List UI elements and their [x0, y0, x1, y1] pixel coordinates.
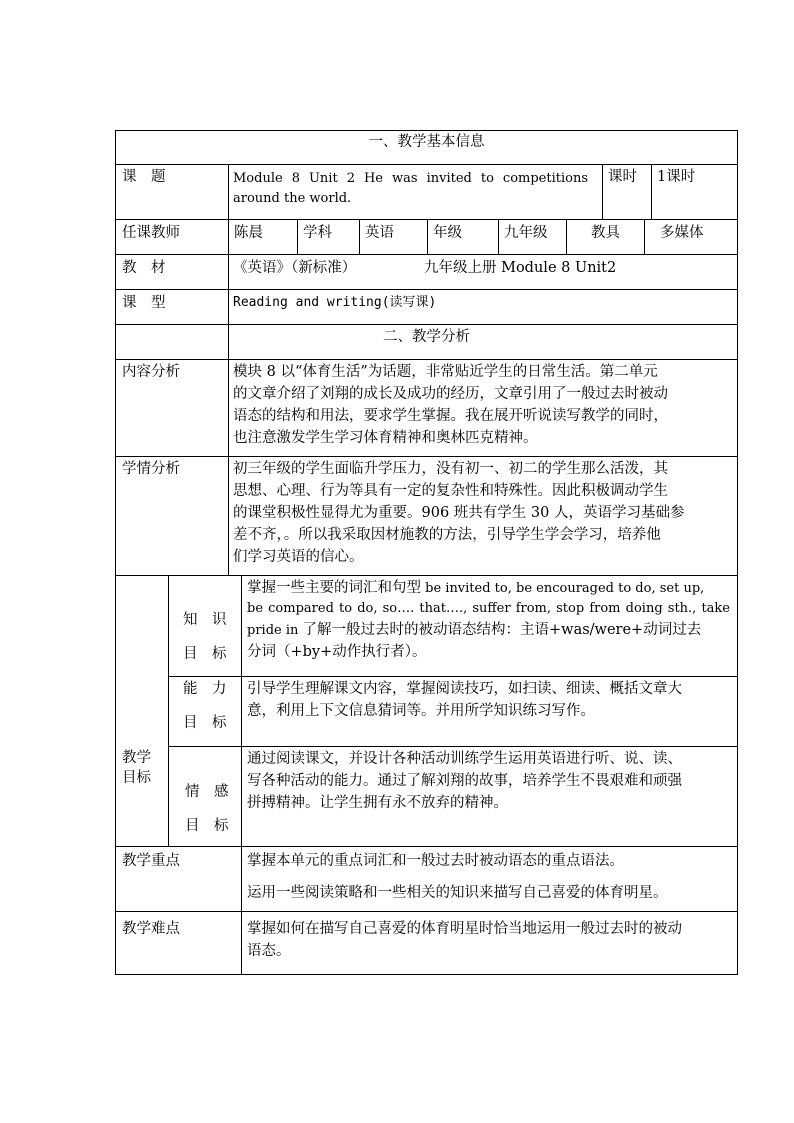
ability-objective-label: 能 力: [183, 681, 227, 697]
knowledge-objective-line: be compared to do, so…. that…., suffer from, stop from doing sth., take: [247, 601, 730, 616]
student-analysis-line: 初三年级的学生面临升学压力，没有初一、初二的学生那么活泼，其: [233, 461, 668, 477]
textbook-name: 《英语》（新标准）: [233, 260, 357, 276]
content-analysis-line: 语态的结构和用法，要求学生掌握。我在展开听说读写教学的同时，: [233, 408, 668, 424]
key-points-line: 运用一些阅读策略和一些相关的知识来描写自己喜爱的体育明星。: [247, 885, 668, 901]
col-divider: [427, 219, 428, 254]
lesson-type-value: Reading and writing(读写课): [233, 295, 437, 310]
content-analysis-label: 内容分析: [122, 364, 180, 380]
difficulties-line: 语态。: [247, 943, 291, 959]
subject-value: 英语: [365, 225, 394, 241]
textbook-volume: 九年级上册 Module 8 Unit2: [424, 260, 617, 276]
lesson-plan-table: [115, 130, 738, 975]
student-analysis-line: 差不齐，。所以我采取因材施教的方法，引导学生学会学习，培养他: [233, 527, 661, 543]
row-divider: [115, 254, 738, 255]
knowledge-objective-text: 了解一般过去时的被动语态结构：主语+was/were+动词过去: [302, 622, 702, 638]
emotion-objective-line: 写各种活动的能力。通过了解刘翔的故事，培养学生不畏艰难和顽强: [247, 773, 682, 789]
difficulties-label: 教学难点: [122, 921, 180, 937]
objectives-label: 目标: [122, 770, 151, 786]
emotion-objective-label: 目 标: [185, 818, 229, 834]
topic-line-2: around the world.: [233, 191, 352, 206]
content-analysis-line: 模块 8 以“体育生活”为话题，非常贴近学生的日常生活。第二单元: [233, 364, 658, 380]
student-analysis-label: 学情分析: [122, 461, 180, 477]
content-analysis-line: 的文章介绍了刘翔的成长及成功的经历，文章引用了一般过去时被动: [233, 386, 668, 402]
subject-label: 学科: [303, 225, 332, 241]
knowledge-objective-label: 目 标: [183, 646, 227, 662]
grade-label: 年级: [433, 225, 462, 241]
content-analysis-line: 也注意激发学生学习体育精神和奥林匹克精神。: [233, 430, 538, 446]
lesson-type-label: 课 型: [122, 295, 166, 311]
knowledge-objective-line: [247, 577, 704, 600]
row-divider: [115, 324, 738, 325]
aid-label: 教具: [591, 225, 620, 241]
key-points-label: 教学重点: [122, 853, 180, 869]
row-divider: [115, 911, 738, 912]
row-divider: [115, 846, 738, 847]
key-points-line: 掌握本单元的重点词汇和一般过去时被动语态的重点语法。: [247, 853, 624, 869]
ability-objective-line: 引导学生理解课文内容，掌握阅读技巧，如扫读、细读、概括文章大: [247, 681, 682, 697]
student-analysis-line: 们学习英语的信心。: [233, 549, 364, 565]
row-divider: [115, 289, 738, 290]
row-divider: [115, 575, 738, 576]
student-analysis-line: 的课堂积极性显得尤为重要。906 班共有学生 30 人，英语学习基础参: [233, 505, 685, 521]
col-divider: [602, 164, 603, 219]
col-divider: [297, 219, 298, 254]
ability-objective-label: 目 标: [183, 715, 227, 731]
row-divider: [115, 456, 738, 457]
knowledge-objective-text: be invited to, be encouraged to do, set up,: [421, 581, 705, 596]
emotion-objective-line: 通过阅读课文，并设计各种活动训练学生运用英语进行听、说、读、: [247, 751, 682, 767]
col-divider: [644, 219, 645, 254]
col-divider: [498, 219, 499, 254]
period-value: 1课时: [657, 169, 696, 185]
difficulties-line: 掌握如何在描写自己喜爱的体育明星时恰当地运用一般过去时的被动: [247, 921, 682, 937]
period-label: 课时: [608, 169, 637, 185]
row-divider: [168, 676, 738, 677]
topic-label: 课 题: [122, 169, 166, 185]
row-divider: [115, 359, 738, 360]
grade-value: 九年级: [504, 225, 548, 241]
knowledge-objective-line: [247, 619, 701, 642]
knowledge-objective-line: 分词（+by+动作执行者）。: [247, 644, 427, 660]
row-divider: [115, 164, 738, 165]
topic-line-1: Module 8 Unit 2 He was invited to competitions: [233, 171, 588, 186]
emotion-objective-label: 情 感: [185, 784, 229, 800]
knowledge-objective-text: pride in: [247, 623, 303, 638]
col-divider: [651, 164, 652, 219]
col-divider: [359, 219, 360, 254]
row-divider: [168, 746, 738, 747]
col-divider: [566, 219, 567, 254]
textbook-label: 教 材: [122, 260, 166, 276]
col-divider: [241, 575, 242, 975]
section-title-basic-info: 一、教学基本信息: [368, 134, 485, 150]
knowledge-objective-text: 掌握一些主要的词汇和句型: [247, 580, 421, 596]
teacher-name: 陈晨: [234, 225, 263, 241]
aid-value: 多媒体: [660, 225, 704, 241]
section-title-analysis: 二、教学分析: [383, 329, 470, 345]
col-divider: [228, 164, 229, 575]
ability-objective-line: 意，利用上下文信息猜词等。并用所学知识练习写作。: [247, 703, 595, 719]
knowledge-objective-label: 知 识: [183, 612, 227, 628]
student-analysis-line: 思想、心理、行为等具有一定的复杂性和特殊性。因此积极调动学生: [233, 483, 668, 499]
emotion-objective-line: 拼搏精神。让学生拥有永不放弃的精神。: [247, 795, 508, 811]
teacher-label: 任课教师: [122, 225, 180, 241]
col-divider: [168, 575, 169, 846]
objectives-label: 教学: [122, 750, 151, 766]
